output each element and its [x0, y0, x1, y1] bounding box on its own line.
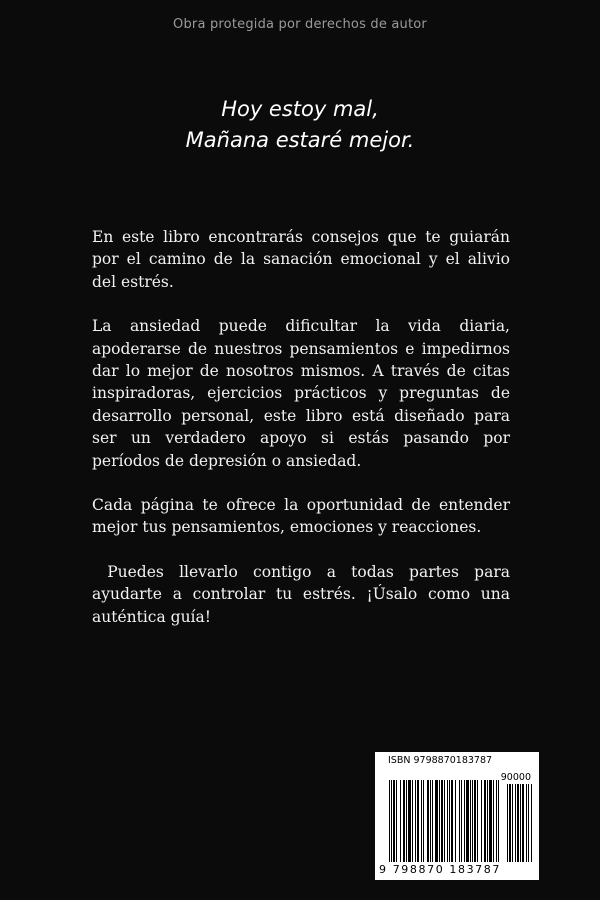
barcode-addon-bars-icon — [507, 784, 533, 862]
description-paragraph-1: En este libro encontrarás consejos que te guiarán por el camino de la sanación emocional y el alivio del estrés. — [92, 228, 510, 291]
description-paragraph-4: Puedes llevarlo contigo a todas partes para ayudarte a controlar tu estrés. ¡Úsalo como una auténtica guía! — [92, 562, 515, 626]
description-paragraph-2: La ansiedad puede dificultar la vida diaria, apoderarse de nuestros pensamientos e impedirnos dar lo mejor de nosotros mismos. A través de citas inspiradoras, ejercicios prácticos y preguntas de desarrollo personal, este libro está diseñado para ser un verdadero apoyo si estás pasando por períodos de depresión o ansiedad. — [92, 317, 510, 470]
isbn-barcode-box — [375, 752, 539, 880]
back-cover-description — [92, 226, 515, 650]
barcode-digits: 9 798870 183787 — [379, 863, 501, 876]
cover-headline — [0, 94, 600, 156]
isbn-label: ISBN 9798870183787 — [388, 755, 493, 766]
barcode-bars-icon — [389, 780, 499, 862]
headline-line-1: Hoy estoy mal, — [221, 97, 379, 121]
headline-line-2: Mañana estaré mejor. — [185, 128, 415, 152]
description-paragraph-3: Cada página te ofrece la oportunidad de entender mejor tus pensamientos, emociones y reacciones. — [92, 496, 510, 537]
copyright-watermark-top: Obra protegida por derechos de autor — [173, 17, 427, 32]
price-code: 90000 — [500, 772, 531, 783]
